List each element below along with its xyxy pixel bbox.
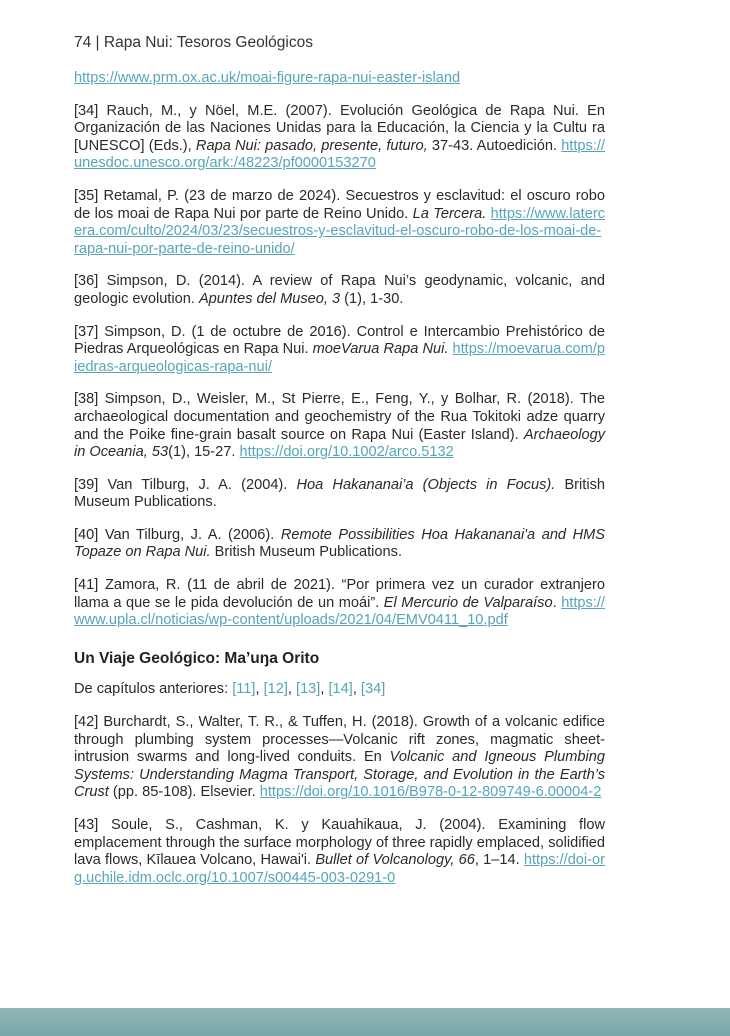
reference-40 (74, 527, 605, 562)
reference-source: Volcanic and Igneous Plumbing Systems: Understanding Magma Transport, Storage, and Evolution in the Earth’s Crust (74, 749, 605, 801)
reference-link[interactable]: https://doi-org.uchile.idm.oclc.org/10.1007/s00445-003-0291-0 (74, 852, 606, 886)
reference-source: moeVarua Rapa Nui. (312, 341, 449, 358)
reference-35 (74, 188, 605, 258)
reference-text: [40] Van Tilburg, J. A. (2006). (74, 526, 281, 543)
reference-38 (74, 391, 605, 461)
reference-source: Remote Possibilities Hoa Hakananai'a and HMS Topaze on Rapa Nui. (74, 526, 606, 561)
previous-chapters-label: De capítulos anteriores: (74, 681, 233, 698)
reference-43 (74, 817, 605, 887)
reference-text: [37] Simpson, D. (1 de octubre de 2016). Control e Intercambio Prehistórico de Piedras Arqueológicas en Rapa Nui. (74, 323, 605, 358)
reference-text: British Museum Publications. (74, 476, 605, 511)
ref-link-14[interactable]: [14] (328, 681, 353, 698)
separator: , (255, 681, 264, 698)
separator: , (287, 681, 297, 698)
references-list (74, 70, 605, 902)
section-title: Un Viaje Geológico: Ma’uŋa Orito (74, 649, 320, 667)
reference-source: Apuntes del Museo, 3 (198, 290, 341, 307)
reference-34 (74, 103, 605, 173)
reference-source: Rapa Nui: pasado, presente, futuro, (195, 137, 428, 154)
page-header: 74 | Rapa Nui: Tesoros Geológicos (74, 34, 313, 51)
reference-text: (pp. 85-108). Elsevier. (108, 784, 260, 801)
reference-text: [34] Rauch, M., y Nöel, M.E. (2007). Evolución Geológica de Rapa Nui. En Organización de las Naciones Unidas para la Educación, la Ciencia y la Cultu ra [UNESCO] (Eds.), (74, 102, 605, 154)
reference-text: [42] Burchardt, S., Walter, T. R., & Tuffen, H. (2018). Growth of a volcanic edifice through plumbing system processes—Volcanic rift zones, magmatic sheet-intrusion swarms and long-lived conduits. En (74, 714, 605, 766)
reference-link[interactable]: https://unesdoc.unesco.org/ark:/48223/pf0000153270 (74, 137, 605, 172)
reference-text: . (552, 594, 562, 611)
reference-text: [38] Simpson, D., Weisler, M., St Pierre, E., Feng, Y., y Bolhar, R. (2018). The archaeological documentation and geochemistry of the Rua Tokitoki adze quarry and the Poike fine-grain basalt source on Rapa Nui (Easter Island). (74, 391, 605, 443)
reference-36 (74, 273, 605, 308)
ref-link-13[interactable]: [13] (296, 681, 321, 698)
reference-link[interactable]: https://www.prm.ox.ac.uk/moai-figure-rapa-nui-easter-island (74, 70, 461, 86)
reference-39 (74, 477, 605, 512)
reference-33-tail (74, 70, 605, 88)
ref-link-12[interactable]: [12] (263, 681, 288, 698)
reference-source: Archaeology in Oceania, 53 (74, 426, 605, 461)
reference-text: [43] Soule, S., Cashman, K. y Kauahikaua, J. (2004). Examining flow emplacement through the surface morphology of three rapidly emplaced, solidified lava flows, Kīlauea Volcano, Hawai'i. (74, 817, 605, 869)
previous-chapters-refs (74, 681, 605, 699)
reference-text: , 1–14. (474, 852, 524, 869)
separator: , (352, 681, 361, 698)
reference-42 (74, 714, 605, 802)
separator: , (320, 681, 329, 698)
reference-source: La Tercera. (412, 205, 487, 222)
ref-link-11[interactable]: [11] (232, 681, 256, 698)
reference-link[interactable]: https://moevarua.com/piedras-arqueologicas-rapa-nui/ (74, 341, 605, 375)
footer-decorative-band (0, 1008, 730, 1036)
ref-link-34[interactable]: [34] (360, 681, 386, 698)
reference-link[interactable]: https://www.upla.cl/noticias/wp-content/uploads/2021/04/EMV0411_10.pdf (74, 594, 605, 629)
reference-link[interactable]: https://doi.org/10.1016/B978-0-12-809749-6.00004-2 (259, 784, 602, 801)
reference-37 (74, 324, 605, 377)
reference-source: El Mercurio de Valparaíso (383, 594, 553, 611)
reference-text: (1), 15-27. (168, 444, 240, 461)
reference-41 (74, 577, 605, 630)
reference-text: 37-43. Autoedición. (427, 137, 562, 154)
reference-text: [39] Van Tilburg, J. A. (2004). (74, 476, 297, 493)
reference-link[interactable]: https://www.latercera.com/culto/2024/03/23/secuestros-y-esclavitud-el-oscuro-robo-de-los-moai-de-rapa-nui-por-parte-de-reino-unido/ (74, 205, 605, 257)
reference-text: [35] Retamal, P. (23 de marzo de 2024). Secuestros y esclavitud: el oscuro robo de los moai de Rapa Nui por parte de Reino Unido. (74, 187, 605, 222)
reference-text: [41] Zamora, R. (11 de abril de 2021). “Por primera vez un curador extranjero llama a que se le pida devolución de un moái”. (74, 577, 605, 611)
reference-text: [36] Simpson, D. (2014). A review of Rapa Nui’s geodynamic, volcanic, and geologic evolution. (74, 273, 605, 307)
reference-source: Bullet of Volcanology, 66 (315, 852, 475, 869)
reference-text: British Museum Publications. (210, 544, 402, 561)
reference-text: (1), 1-30. (340, 290, 404, 307)
reference-source: Hoa Hakananai’a (Objects in Focus). (296, 476, 556, 493)
reference-link[interactable]: https://doi.org/10.1002/arco.5132 (239, 444, 454, 461)
